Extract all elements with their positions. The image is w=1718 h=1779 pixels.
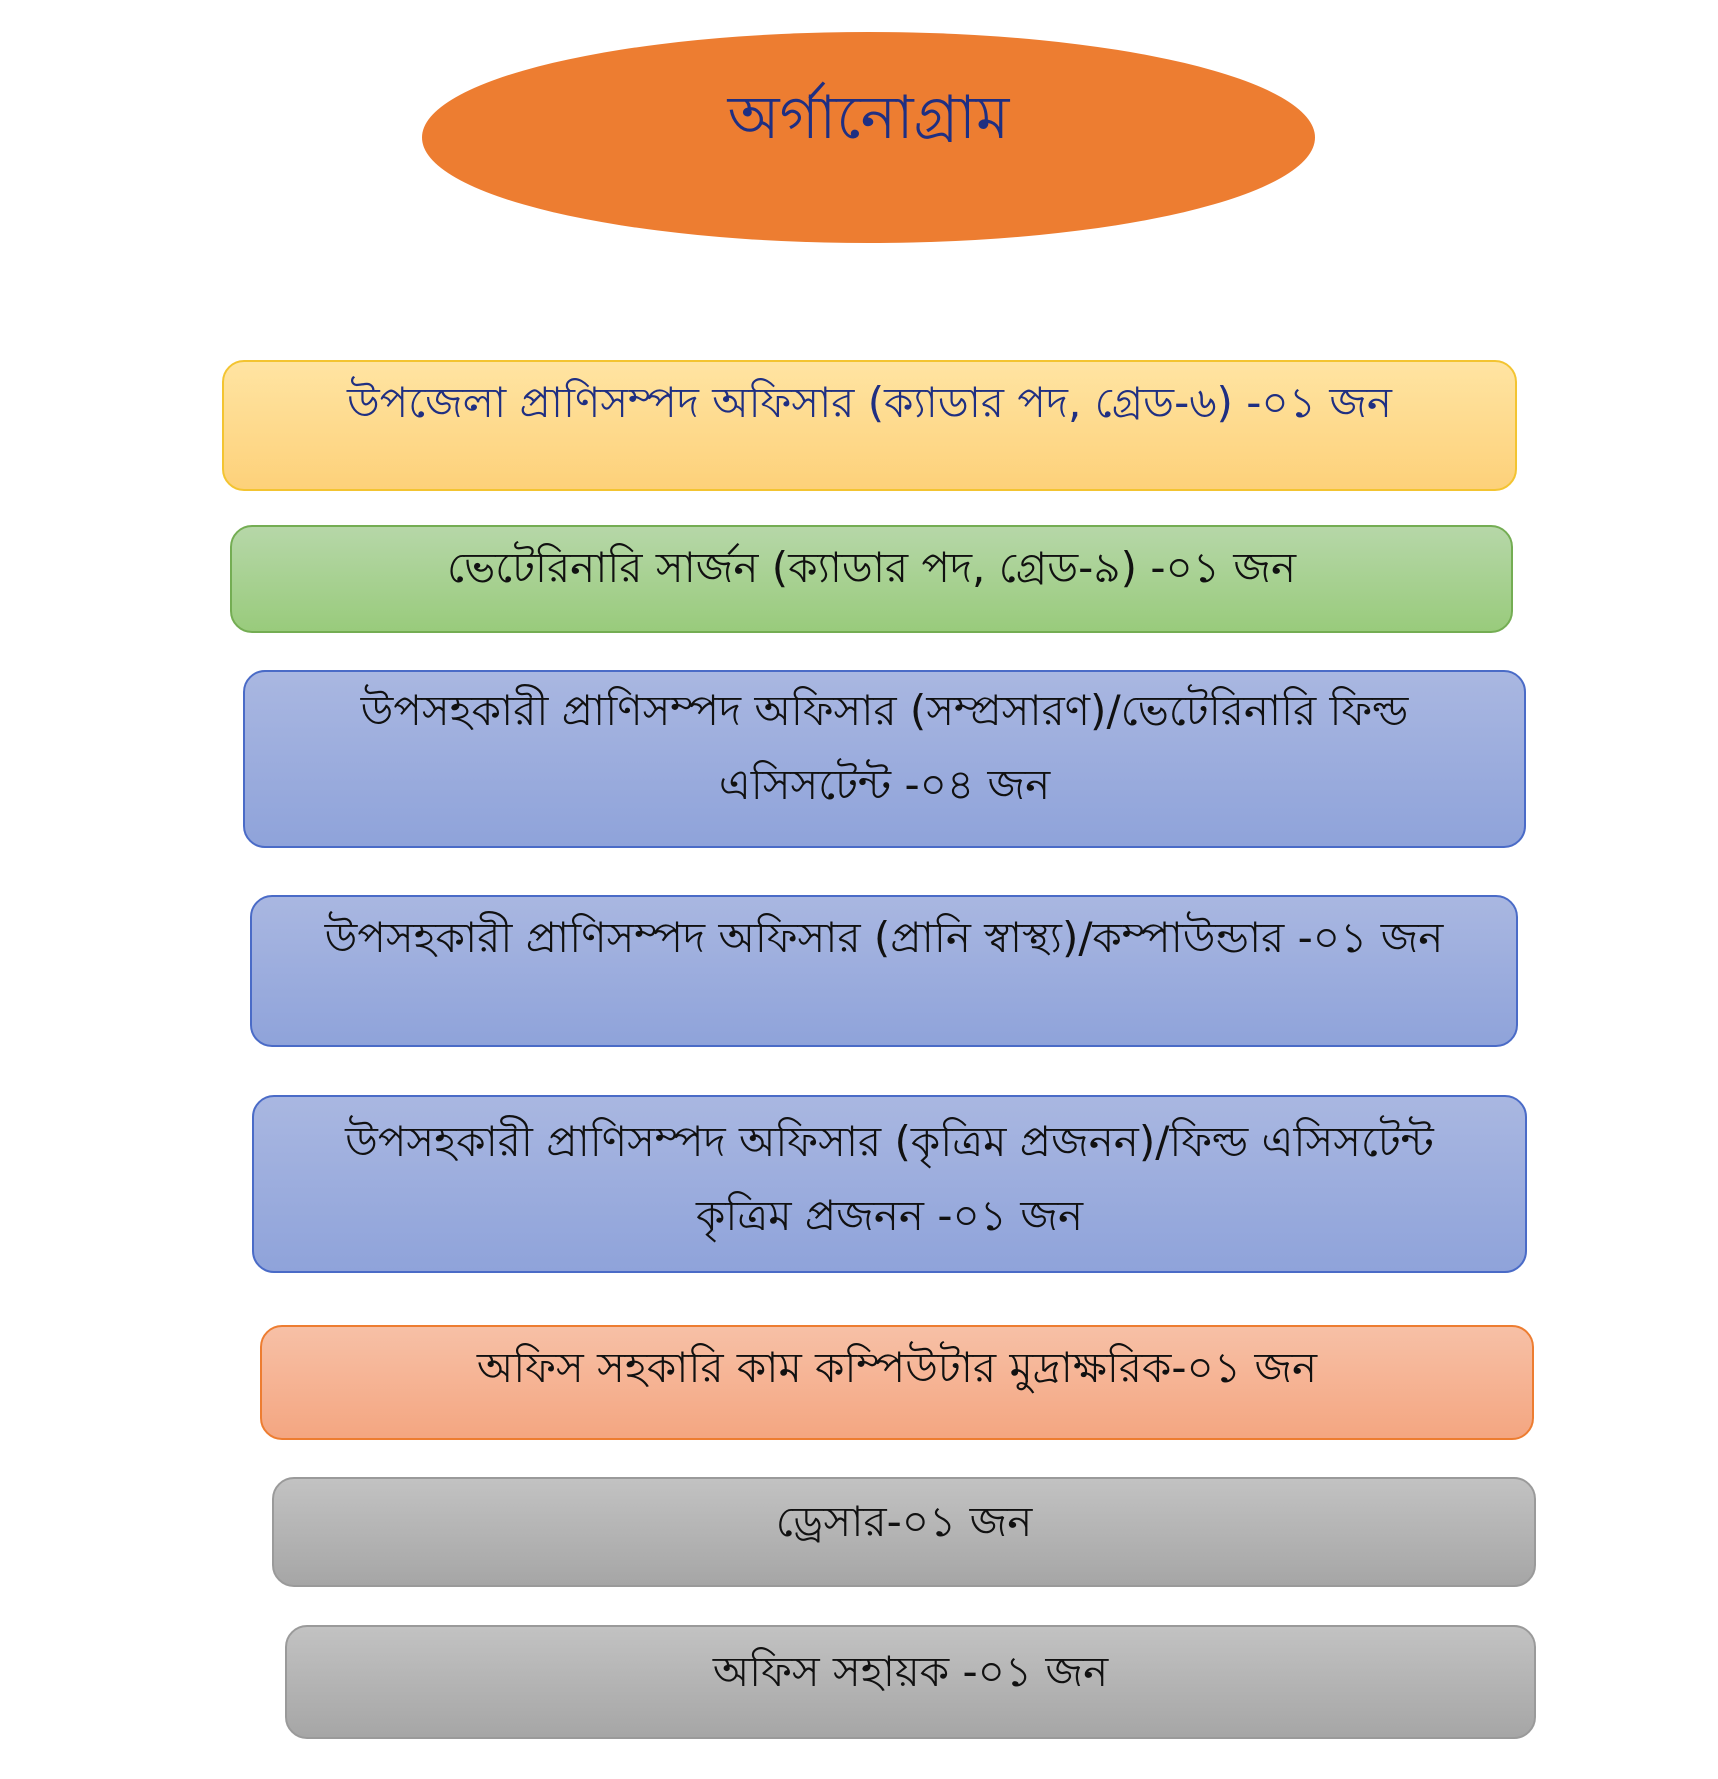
position-box-upazila-livestock-officer bbox=[222, 360, 1517, 491]
position-box-artificial-insemination-officer bbox=[252, 1095, 1527, 1273]
position-box-extension-officer bbox=[243, 670, 1526, 848]
position-label: উপসহকারী প্রাণিসম্পদ অফিসার (প্রানি স্বাস্থ্য)/কম্পাউন্ডার -০১ জন bbox=[324, 913, 1444, 962]
organogram-title-ellipse bbox=[422, 32, 1315, 243]
position-label: অফিস সহায়ক -০১ জন bbox=[712, 1647, 1109, 1696]
position-label: ভেটেরিনারি সার্জন (ক্যাডার পদ, গ্রেড-৯) -০১ জন bbox=[446, 543, 1297, 592]
position-box-animal-health-officer bbox=[250, 895, 1518, 1047]
position-label: উপসহকারী প্রাণিসম্পদ অফিসার (সম্প্রসারণ)/ভেটেরিনারি ফিল্ড এসিসটেন্ট -০৪ জন bbox=[360, 686, 1409, 809]
position-label: অফিস সহকারি কাম কম্পিউটার মুদ্রাক্ষরিক-০১ জন bbox=[476, 1343, 1318, 1392]
position-box-office-assistant-computer-typist bbox=[260, 1325, 1534, 1440]
organogram-title: অর্গানোগ্রাম bbox=[727, 82, 1010, 153]
position-box-dresser bbox=[272, 1477, 1536, 1587]
position-box-office-helper bbox=[285, 1625, 1536, 1739]
position-label: উপসহকারী প্রাণিসম্পদ অফিসার (কৃত্রিম প্রজনন)/ফিল্ড এসিসটেন্ট কৃত্রিম প্রজনন -০১ জন bbox=[345, 1117, 1434, 1240]
position-label: উপজেলা প্রাণিসম্পদ অফিসার (ক্যাডার পদ, গ্রেড-৬) -০১ জন bbox=[346, 378, 1392, 427]
position-box-veterinary-surgeon bbox=[230, 525, 1513, 633]
position-label: ড্রেসার-০১ জন bbox=[775, 1497, 1033, 1546]
